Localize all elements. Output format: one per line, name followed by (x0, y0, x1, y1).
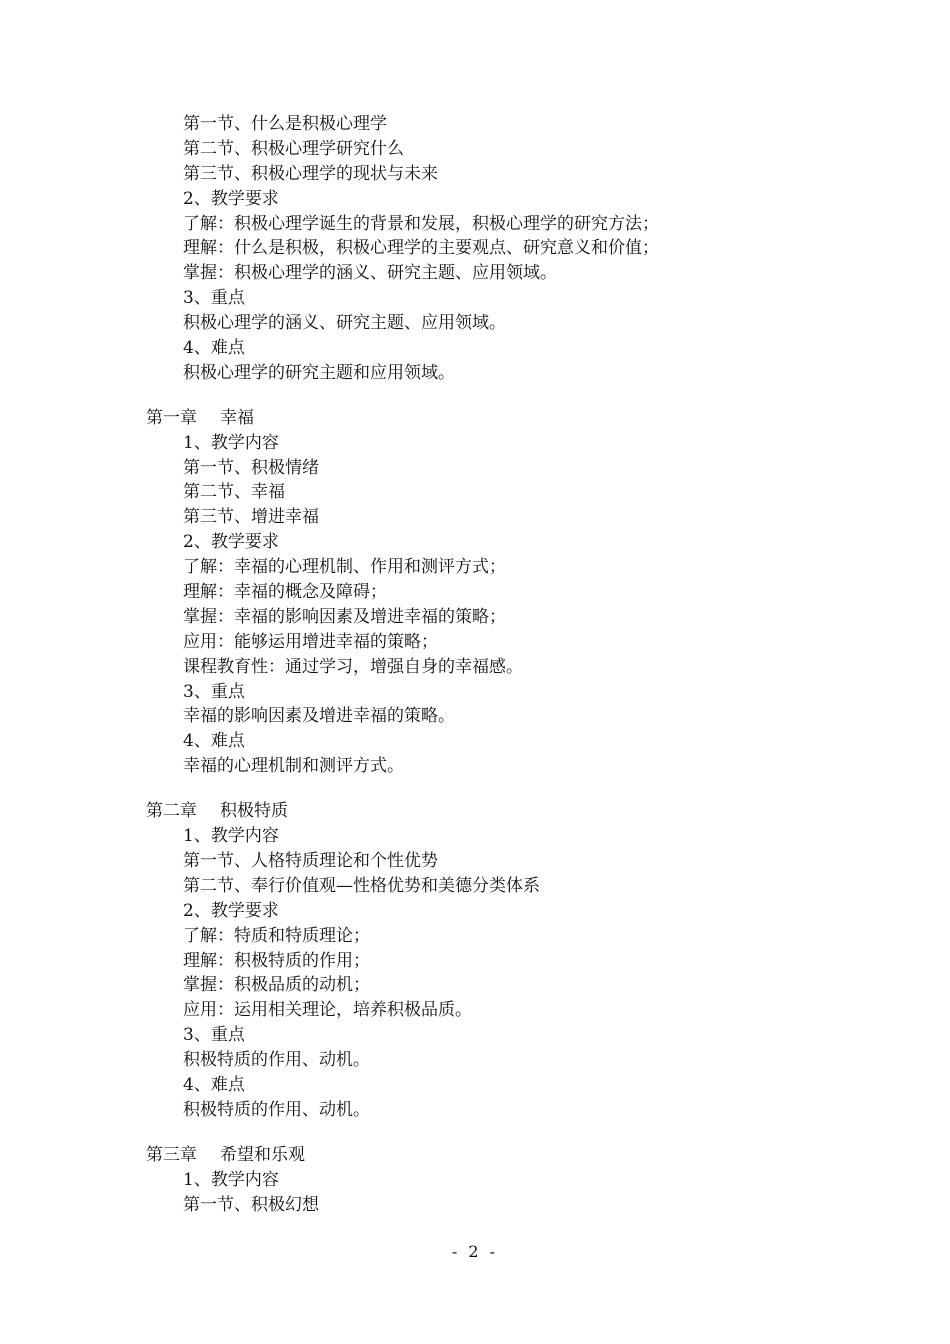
content-heading: 1、教学内容 (183, 1169, 279, 1190)
chapter-heading (0, 406, 950, 431)
section-line: 第一节、什么是积极心理学 (183, 114, 387, 134)
content-heading: 1、教学内容 (183, 826, 279, 847)
requirement-line: 掌握：积极心理学的涵义、研究主题、应用领域。 (183, 263, 557, 284)
requirement-line: 应用：运用相关理论，培养积极品质。 (183, 1000, 472, 1021)
requirement-line: 掌握：幸福的影响因素及增进幸福的策略； (183, 606, 506, 627)
requirements-heading: 2、教学要求 (183, 532, 279, 553)
section-line: 第二节、积极心理学研究什么 (183, 138, 404, 159)
spacer (0, 386, 950, 406)
chapter-title: 希望和乐观 (220, 1144, 305, 1165)
requirement-line: 应用：能够运用增进幸福的策略； (183, 631, 438, 652)
difficulty-heading: 4、难点 (183, 731, 245, 752)
key-heading: 3、重点 (183, 288, 245, 309)
section-line: 第三节、积极心理学的现状与未来 (183, 163, 438, 184)
difficulty-text: 积极特质的作用、动机。 (183, 1099, 370, 1120)
key-text: 积极特质的作用、动机。 (183, 1050, 370, 1071)
requirement-line: 理解：积极特质的作用； (183, 950, 370, 971)
chapter-1-section (0, 406, 950, 779)
section-line: 第一节、人格特质理论和个性优势 (183, 850, 438, 871)
spacer (0, 1123, 950, 1143)
difficulty-heading: 4、难点 (183, 338, 245, 359)
section-line: 第二节、幸福 (183, 482, 285, 503)
page-number: - 2 - (451, 1242, 499, 1261)
chapter-heading (0, 1143, 950, 1168)
key-text: 积极心理学的涵义、研究主题、应用领域。 (183, 313, 506, 334)
section-line: 第三节、增进幸福 (183, 507, 319, 528)
document-body (0, 112, 950, 1217)
difficulty-heading: 4、难点 (183, 1074, 245, 1095)
key-text: 幸福的影响因素及增进幸福的策略。 (183, 706, 455, 727)
requirement-line: 理解：幸福的概念及障碍； (183, 582, 387, 603)
requirement-line: 课程教育性：通过学习，增强自身的幸福感。 (183, 656, 523, 677)
chapter-number: 第二章 (146, 801, 197, 822)
section-line: 第一节、积极情绪 (183, 457, 319, 478)
requirement-line: 掌握：积极品质的动机； (183, 975, 370, 996)
key-heading: 3、重点 (183, 681, 245, 702)
requirement-line: 了解：积极心理学诞生的背景和发展，积极心理学的研究方法； (183, 213, 659, 234)
intro-section (0, 112, 950, 386)
requirements-heading: 2、教学要求 (183, 900, 279, 921)
spacer (0, 779, 950, 799)
chapter-title: 积极特质 (220, 801, 288, 822)
requirement-line: 了解：幸福的心理机制、作用和测评方式； (183, 557, 506, 578)
chapter-number: 第一章 (146, 407, 197, 428)
chapter-heading (0, 799, 950, 824)
requirements-heading: 2、教学要求 (183, 188, 279, 209)
requirement-line: 了解：特质和特质理论； (183, 925, 370, 946)
content-heading: 1、教学内容 (183, 432, 279, 453)
chapter-title: 幸福 (220, 407, 254, 428)
section-line: 第二节、奉行价值观—性格优势和美德分类体系 (183, 875, 540, 896)
chapter-3-section (0, 1143, 950, 1218)
chapter-number: 第三章 (146, 1144, 197, 1165)
difficulty-text: 积极心理学的研究主题和应用领域。 (183, 362, 455, 383)
key-heading: 3、重点 (183, 1025, 245, 1046)
difficulty-text: 幸福的心理机制和测评方式。 (183, 756, 404, 777)
section-line: 第一节、积极幻想 (183, 1194, 319, 1215)
chapter-2-section (0, 799, 950, 1123)
requirement-line: 理解：什么是积极，积极心理学的主要观点、研究意义和价值； (183, 238, 659, 259)
